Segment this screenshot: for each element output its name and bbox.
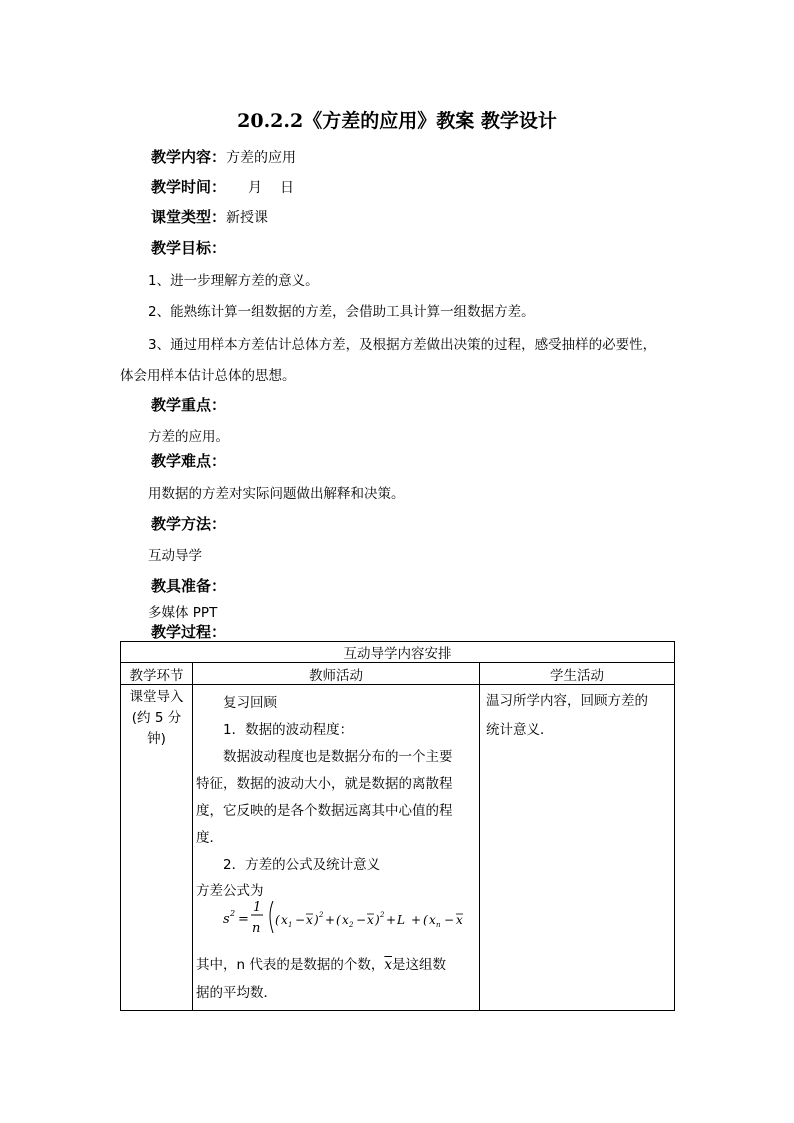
difficulties-heading <box>151 450 226 471</box>
teacher-cell <box>193 685 480 1011</box>
methods-label: 教学方法： <box>151 515 227 533</box>
stage-line: 钟) <box>147 731 166 747</box>
table-row <box>121 685 675 1011</box>
note-prefix: 其中，n 代表的是数据的个数， <box>196 957 385 973</box>
objective-item: 3、通过用样本方差估计总体方差，及根据方差做出决策的过程，感受抽样的必要性， <box>148 337 657 353</box>
svg-text:(: ( <box>336 913 341 927</box>
teacher-note <box>196 953 446 973</box>
content-row <box>151 146 296 167</box>
objective-item: 1、进一步理解方差的意义。 <box>148 273 319 289</box>
difficulties-label: 教学难点： <box>151 452 227 470</box>
svg-text:=: = <box>238 912 249 927</box>
key-points-heading <box>151 394 226 415</box>
svg-text:): ) <box>314 913 319 927</box>
objective-item: 体会用样本估计总体的思想。 <box>120 368 296 384</box>
svg-text:s: s <box>223 912 230 927</box>
svg-text:2: 2 <box>230 909 236 918</box>
svg-text:n: n <box>436 921 441 929</box>
time-month: 月 <box>248 180 263 196</box>
difficulties-value: 用数据的方差对实际问题做出解释和决策。 <box>148 486 405 502</box>
content-value: 方差的应用 <box>226 150 297 166</box>
table-header: 互动导学内容安排 <box>121 642 675 663</box>
lesson-plan-table <box>120 641 675 1011</box>
svg-text:−: − <box>295 913 306 927</box>
svg-text:2: 2 <box>380 911 385 919</box>
objective-item: 2、能熟练计算一组数据的方差，会借助工具计算一组数据方差。 <box>148 304 535 320</box>
svg-text:x: x <box>429 913 436 927</box>
svg-text:2: 2 <box>319 911 324 919</box>
variance-formula <box>223 895 480 939</box>
svg-text:n: n <box>252 921 261 936</box>
x-bar-symbol: $\overline{x}$ <box>384 957 392 973</box>
teacher-line: 据的平均数． <box>196 985 277 1001</box>
methods-heading <box>151 513 226 534</box>
svg-text:x: x <box>367 913 374 927</box>
key-points-label: 教学重点： <box>151 396 227 414</box>
student-line: 统计意义． <box>486 722 554 738</box>
time-row <box>151 176 294 197</box>
teacher-line: 方差公式为 <box>196 883 264 899</box>
teacher-line: 复习回顾 <box>223 695 277 711</box>
teacher-line: 度． <box>196 830 223 846</box>
svg-text:+: + <box>411 913 422 927</box>
time-label: 教学时间： <box>151 178 227 196</box>
teacher-line: 1．数据的波动程度： <box>223 722 354 738</box>
note-suffix: 是这组数 <box>391 957 446 973</box>
student-line: 温习所学内容，回顾方差的 <box>486 693 648 709</box>
svg-text:2: 2 <box>349 921 354 929</box>
svg-text:): ) <box>375 913 380 927</box>
content-label: 教学内容： <box>151 148 227 166</box>
tools-label: 教具准备： <box>151 577 227 595</box>
svg-text:x: x <box>281 913 288 927</box>
svg-text:x: x <box>342 913 349 927</box>
stage-line: 课堂导入 <box>129 689 184 705</box>
stage-cell <box>121 685 193 1011</box>
tools-value: 多媒体 PPT <box>148 605 218 621</box>
teacher-line: 数据波动程度也是数据分布的一个主要 <box>223 749 453 765</box>
objectives-label: 教学目标： <box>151 239 227 257</box>
teacher-line: 2．方差的公式及统计意义 <box>223 857 381 873</box>
svg-text:1: 1 <box>253 900 262 915</box>
objectives-heading <box>151 237 226 258</box>
type-label: 课堂类型： <box>151 208 227 226</box>
svg-text:(: ( <box>423 913 428 927</box>
time-day: 日 <box>280 180 295 196</box>
tools-heading <box>151 575 226 596</box>
type-row <box>151 206 268 227</box>
column-header-student: 学生活动 <box>480 663 675 685</box>
svg-text:x: x <box>306 913 313 927</box>
type-value: 新授课 <box>226 210 269 226</box>
column-header-stage: 教学环节 <box>121 663 193 685</box>
teacher-line: 度，它反映的是各个数据远离其中心值的程 <box>196 803 453 819</box>
svg-text:L: L <box>397 913 405 927</box>
methods-value: 互动导学 <box>148 548 202 564</box>
column-header-teacher: 教师活动 <box>193 663 480 685</box>
svg-text:−: − <box>356 913 367 927</box>
svg-text:x: x <box>456 913 463 927</box>
svg-text:(: ( <box>275 913 280 927</box>
process-label: 教学过程： <box>151 623 227 641</box>
key-points-value: 方差的应用。 <box>148 429 229 445</box>
stage-line: (约 5 分 <box>131 710 182 726</box>
page-title: 20.2.2《方差的应用》教案 教学设计 <box>237 110 557 132</box>
student-cell <box>480 685 675 1011</box>
svg-text:+: + <box>325 913 336 927</box>
teacher-line: 特征，数据的波动大小，就是数据的离散程 <box>196 776 453 792</box>
svg-text:−: − <box>444 913 455 927</box>
process-heading <box>151 621 226 642</box>
svg-text:+: + <box>386 913 397 927</box>
svg-text:1: 1 <box>288 921 293 929</box>
